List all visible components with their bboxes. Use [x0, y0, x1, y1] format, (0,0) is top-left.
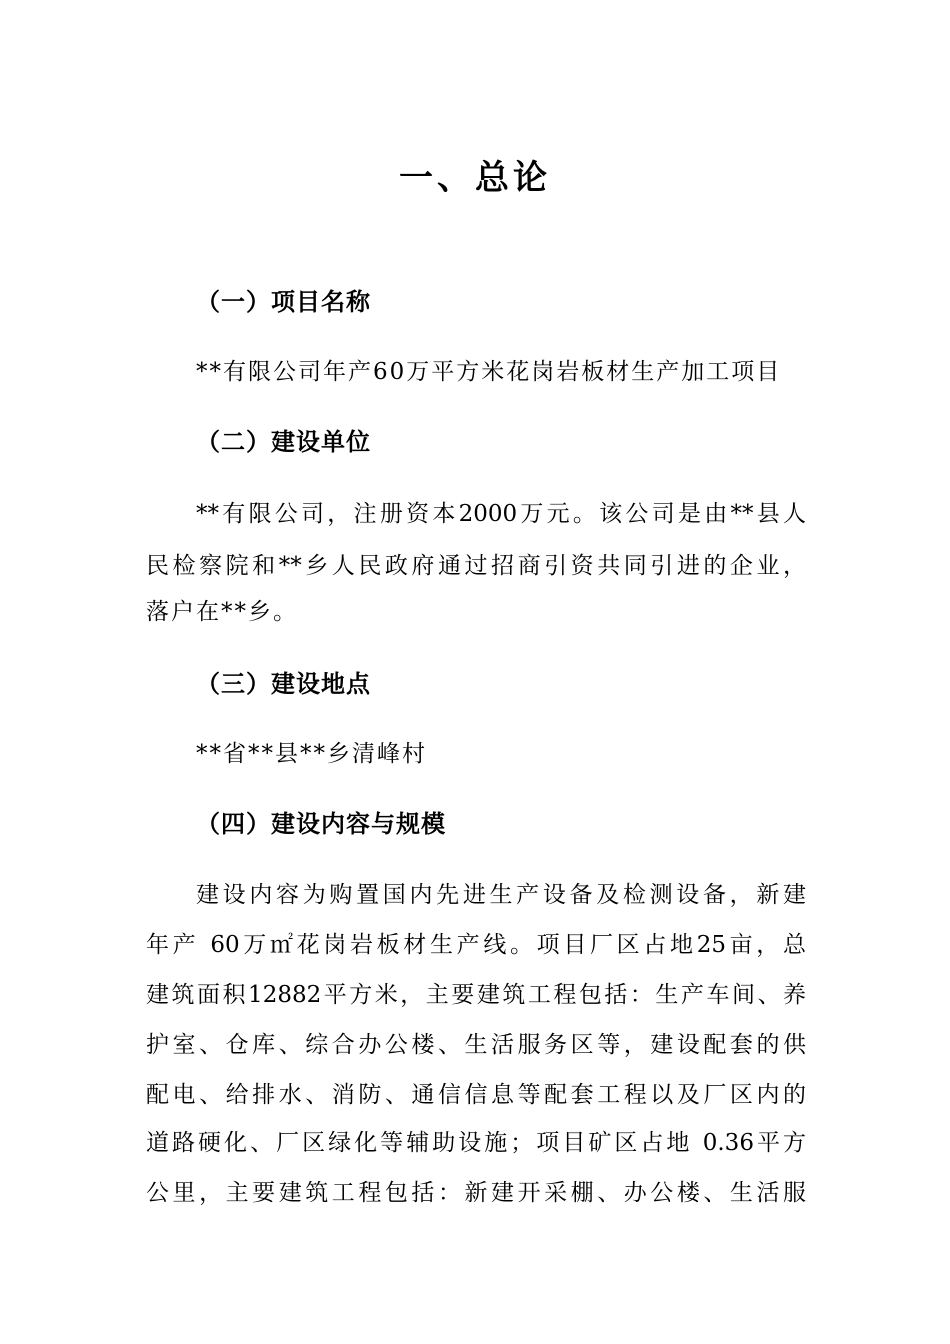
chapter-title: 一、总论: [399, 158, 551, 198]
paragraph-line: 公里，主要建筑工程包括：新建开采棚、办公楼、生活服: [146, 1180, 806, 1206]
paragraph-line: 道路硬化、厂区绿化等辅助设施；项目矿区占地 0.36平方: [146, 1130, 806, 1156]
section-heading-project-name: （一）项目名称: [196, 288, 371, 316]
paragraph-line: 落户在**乡。: [146, 599, 298, 625]
paragraph-line: **有限公司年产60万平方米花岗岩板材生产加工项目: [196, 359, 782, 385]
paragraph-line: 护室、仓库、综合办公楼、生活服务区等，建设配套的供: [146, 1032, 806, 1058]
paragraph-line: 民检察院和**乡人民政府通过招商引资共同引进的企业，: [146, 553, 806, 579]
paragraph-line: **省**县**乡清峰村: [196, 741, 427, 767]
section-heading-builder: （二）建设单位: [196, 428, 371, 456]
paragraph-line: **有限公司，注册资本2000万元。该公司是由**县人: [196, 501, 806, 527]
section-heading-content-scale: （四）建设内容与规模: [196, 810, 446, 838]
paragraph-line: 配电、给排水、消防、通信信息等配套工程以及厂区内的: [146, 1082, 806, 1108]
section-heading-location: （三）建设地点: [196, 670, 371, 698]
paragraph-line: 建设内容为购置国内先进生产设备及检测设备，新建: [196, 882, 806, 908]
paragraph-line: 年产 60万㎡花岗岩板材生产线。项目厂区占地25亩，总: [146, 932, 806, 958]
paragraph-line: 建筑面积12882平方米，主要建筑工程包括：生产车间、养: [146, 982, 806, 1008]
